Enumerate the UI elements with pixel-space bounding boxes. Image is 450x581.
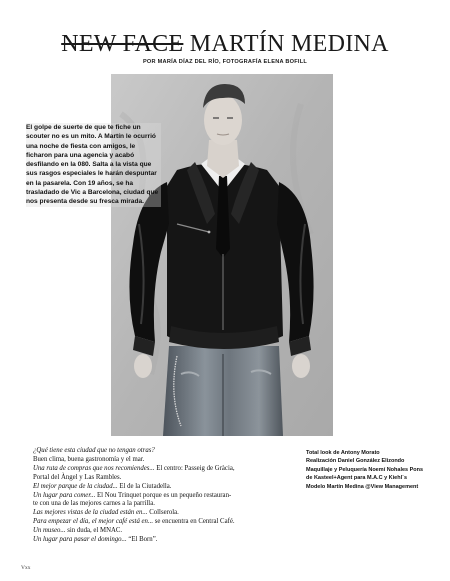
qa-answer: te con una de las mejores carnes a la parrilla.	[33, 500, 155, 508]
credit-line: de Kasteel+Agent para M.A.C y Kiehl´s	[306, 475, 408, 482]
intro-text: El golpe de suerte de que te fiche un scouter no es un mito. A Martín le ocurrió una noche de fiesta con amigos, le ficharon para una agencia y acabó desfilando en la 080. Salta a la vista que sus rasgos especiales le harán despuntar en la pasarela. Con 19 años, se ha trasladado de Vic a Barcelona, ciudad que nos presenta desde su fresca mirada.	[26, 124, 159, 206]
qa-row	[33, 527, 295, 536]
qa-row	[33, 456, 295, 465]
qa-answer: Portal del Àngel y Las Rambles.	[33, 473, 122, 481]
qa-row	[33, 500, 295, 509]
qa-answer: Buen clima, buena gastronomía y el mar.	[33, 455, 145, 463]
qa-row	[33, 509, 295, 518]
qa-row	[33, 536, 295, 545]
model-name: MARTÍN MEDINA	[189, 31, 389, 57]
qa-question: Un lugar para comer...	[33, 491, 96, 499]
qa-question: Para empezar el día, el mejor café está en...	[33, 518, 154, 526]
credit-line: Maquillaje y Peluquería Noemí Nohales Pons	[306, 466, 424, 473]
qa-row	[33, 518, 295, 527]
qa-question: El mejor parque de la ciudad...	[33, 482, 118, 490]
qa-row	[33, 483, 295, 492]
qa-answer: Collserola.	[149, 509, 179, 517]
credits	[306, 449, 446, 491]
credit-line: Realización Daniel González Elizondo	[306, 458, 405, 465]
qa-row	[33, 465, 295, 474]
qa-question: Una ruta de compras que nos recomiendes...	[33, 464, 155, 472]
qa-answer: El centro: Passeig de Gràcia,	[156, 464, 235, 472]
qa-answer: “El Born”.	[128, 536, 158, 544]
qa-section	[33, 447, 295, 545]
qa-answer: sin duda, el MNAC.	[67, 527, 123, 535]
qa-question: Las mejores vistas de la ciudad están en...	[33, 509, 148, 517]
qa-question: ¿Qué tiene esta ciudad que no tengan otras?	[33, 447, 155, 454]
credit-line: Modelo Martín Medina @View Management	[306, 483, 419, 490]
qa-row	[33, 492, 295, 501]
page-folio: Vxx	[21, 565, 31, 571]
section-label: NEW FACE	[61, 31, 184, 57]
qa-row	[33, 474, 295, 483]
page-title	[0, 30, 450, 58]
qa-question: Un lugar para pasar el domingo...	[33, 536, 127, 544]
qa-answer: El de la Ciutadella.	[119, 482, 172, 490]
intro-paragraph	[26, 123, 161, 207]
qa-answer: se encuentra en Central Café.	[154, 518, 235, 526]
credit-line: Total look de Antony Morato	[306, 450, 380, 456]
byline: POR MARÍA DÍAZ DEL RÍO, FOTOGRAFÍA ELENA BOFILL	[142, 59, 308, 65]
qa-answer: El Nou Trinquet porque es un pequeño restauran-	[97, 491, 232, 499]
qa-question: Un museo...	[33, 527, 66, 535]
qa-row	[33, 447, 295, 456]
